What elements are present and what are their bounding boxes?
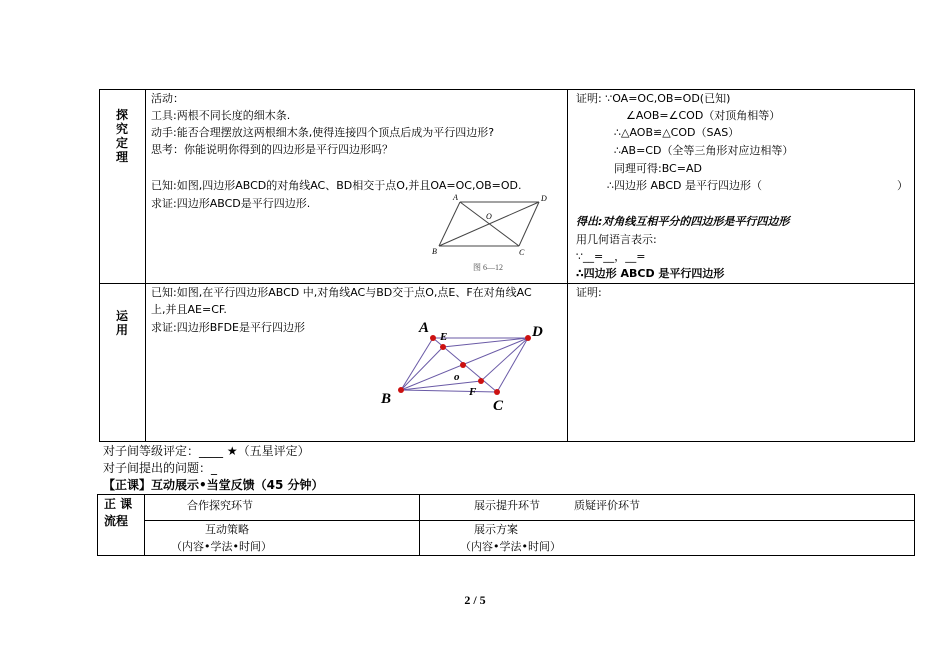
edge-ab: [439, 202, 460, 246]
col2-sub-plan: 展示方案: [474, 523, 518, 536]
tools-text: 工具:两根不同长度的细木条.: [151, 109, 291, 122]
row-label-apply: 运用: [115, 309, 128, 337]
label-b: B: [432, 247, 437, 256]
geo-language-text: 用几何语言表示:: [576, 233, 657, 246]
proof-line-4: ∴AB=CD（全等三角形对应边相等）: [614, 144, 794, 157]
flow-label-2: 流程: [104, 514, 129, 528]
col1-sub-content: （内容•学法•时间）: [171, 540, 272, 553]
label-a: A: [419, 320, 430, 336]
label-a: A: [453, 193, 458, 202]
think-text: 思考：你能说明你得到的四边形是平行四边形吗？: [151, 143, 393, 156]
parallelogram-figure-6-12: [425, 190, 555, 276]
because-blank-line: ∵__=__，__=: [576, 250, 646, 263]
given-text: 已知:如图,四边形ABCD的对角线AC、BD相交于点O,并且OA=OC,OB=OD.: [151, 179, 522, 192]
apply-prove-text: 求证:四边形BFDE是平行四边形: [151, 321, 305, 334]
edge-ed: [443, 338, 528, 347]
point-c: [494, 389, 500, 395]
col-head-question: 质疑评价环节: [574, 499, 640, 512]
point-e: [440, 344, 446, 350]
section-heading: 【正课】互动展示•当堂反馈（45 分钟）: [103, 478, 324, 492]
proof-line-6-end: ）: [897, 179, 908, 192]
edge-ab: [401, 338, 433, 390]
label-e: E: [440, 331, 448, 343]
proof-line-6: ∴四边形 ABCD 是平行四边形（: [607, 179, 763, 192]
point-o: [460, 362, 466, 368]
proof-line-1: 证明: ∵OA=OC,OB=OD(已知): [576, 92, 731, 105]
col1-sub-strategy: 互动策略: [205, 523, 249, 536]
edge-df: [481, 338, 528, 381]
point-f: [478, 378, 484, 384]
hands-on-text: 动手:能否合理摆放这两根细木条,使得连接四个顶点后成为平行四边形?: [151, 126, 495, 139]
apply-given-line-1: 已知:如图,在平行四边形ABCD 中,对角线AC与BD交于点O,点E、F在对角线AC: [151, 286, 532, 299]
label-c: C: [493, 398, 504, 414]
apply-proof-label: 证明:: [576, 286, 602, 299]
proof-line-3: ∴△AOB≌△COD（SAS）: [614, 126, 740, 139]
label-b: B: [381, 391, 392, 407]
activity-label: 活动：: [151, 92, 184, 105]
prove-text: 求证:四边形ABCD是平行四边形.: [151, 197, 311, 210]
point-d: [525, 335, 531, 341]
label-o: O: [486, 212, 492, 221]
point-b: [398, 387, 404, 393]
pair-rating-text: 对子间等级评定：____ ★（五星评定）: [103, 444, 310, 458]
diagonal-bd: [439, 202, 539, 246]
col-head-cooperative: 合作探究环节: [187, 499, 253, 512]
parallelogram-bfde-figure: [375, 316, 555, 416]
edge-be: [401, 347, 443, 390]
col2-sub-content: （内容•学法•时间）: [460, 540, 561, 553]
conclusion-text: 得出:对角线互相平分的四边形是平行四边形: [576, 215, 790, 228]
edge-cd: [497, 338, 528, 392]
label-d: D: [541, 194, 547, 203]
edge-bc: [401, 390, 497, 392]
apply-given-line-2: 上,并且AE=CF.: [151, 303, 227, 316]
point-a: [430, 335, 436, 341]
page-number: 2 / 5: [464, 593, 486, 607]
therefore-line: ∴四边形 ABCD 是平行四边形: [576, 267, 725, 280]
label-f: F: [469, 386, 477, 398]
col-head-display: 展示提升环节: [474, 499, 540, 512]
edge-cd: [519, 202, 539, 246]
proof-line-5: 同理可得:BC=AD: [614, 162, 702, 175]
proof-line-2: ∠AOB=∠COD（对顶角相等）: [626, 109, 781, 122]
pair-questions-text: 对子间提出的问题：_: [103, 461, 218, 475]
label-o: o: [454, 371, 460, 383]
label-d: D: [532, 324, 543, 340]
row-label-explore: 探究定理: [115, 108, 128, 164]
flow-label-1: 正 课: [104, 497, 133, 511]
label-c: C: [519, 248, 525, 257]
figure-caption: 图 6—12: [473, 263, 503, 272]
